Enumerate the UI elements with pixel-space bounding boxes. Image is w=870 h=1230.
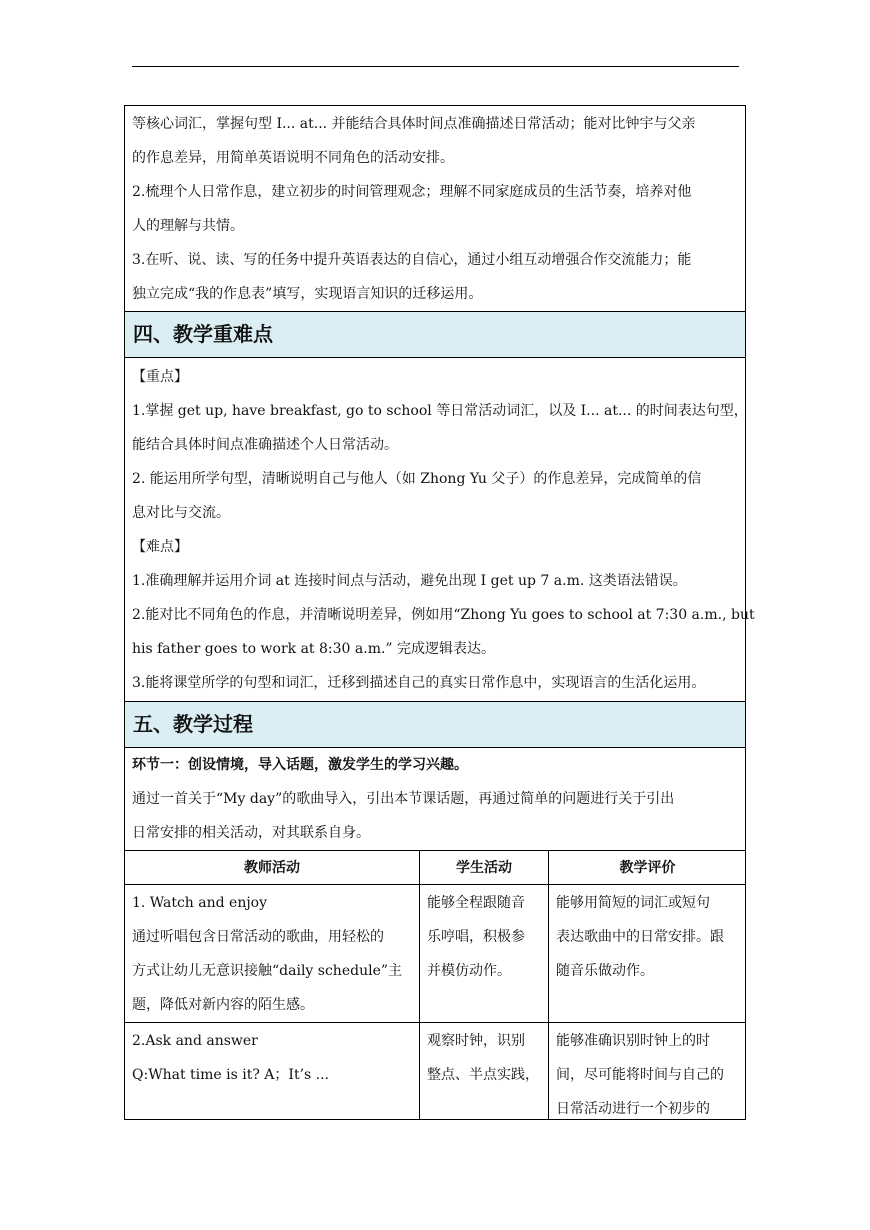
cell-line: 1. Watch and enjoy <box>132 895 268 911</box>
step1-text <box>132 748 740 850</box>
key-point-line: 1.掌握 get up, have breakfast, go to school 等日常活动词汇，以及 I... at... 的时间表达句型， <box>132 403 748 419</box>
difficult-point-line: 3.能将课堂所学的句型和词汇，迁移到描述自己的真实日常作息中，实现语言的生活化运用。 <box>132 675 706 691</box>
cell-line: 间，尽可能将时间与自己的 <box>556 1067 724 1083</box>
key-point-line: 息对比与交流。 <box>132 505 230 521</box>
table-header-teacher: 教师活动 <box>244 860 300 876</box>
header-rule <box>132 66 739 67</box>
key-point-line: 能结合具体时间点准确描述个人日常活动。 <box>132 437 398 453</box>
cell-line: 表达歌曲中的日常安排。跟 <box>556 929 724 945</box>
cell-line: 随音乐做动作。 <box>556 963 654 979</box>
objectives-line: 的作息差异，用简单英语说明不同角色的活动安排。 <box>132 150 454 166</box>
table-row-teacher-cell <box>132 1024 329 1092</box>
cell-line: 能够准确识别时钟上的时 <box>556 1033 710 1049</box>
objectives-line: 2.梳理个人日常作息，建立初步的时间管理观念；理解不同家庭成员的生活节奏，培养对他 <box>132 184 692 200</box>
table-header-evaluation: 教学评价 <box>619 860 676 876</box>
objectives-line: 人的理解与共情。 <box>132 218 244 234</box>
table-col-divider <box>548 850 549 1120</box>
cell-line: 题，降低对新内容的陌生感。 <box>132 997 314 1013</box>
difficult-point-line: 1.准确理解并运用介词 at 连接时间点与活动，避免出现 I get up 7 a.m. 这类语法错误。 <box>132 573 687 589</box>
step1-line: 日常安排的相关活动，对其联系自身。 <box>132 825 370 841</box>
cell-line: 乐哼唱，积极参 <box>427 929 525 945</box>
cell-line: 方式让幼儿无意识接触“daily schedule”主 <box>132 963 403 979</box>
step1-line: 通过一首关于“My day”的歌曲导入，引出本节课话题，再通过简单的问题进行关于引出 <box>132 791 675 807</box>
objectives-text <box>132 107 740 311</box>
cell-line: 能够用简短的词汇或短句 <box>556 895 710 911</box>
section5-heading: 五、教学过程 <box>133 712 253 736</box>
table-header-student: 学生活动 <box>456 860 512 876</box>
table-row-evaluation-cell <box>556 1024 724 1126</box>
objectives-line: 3.在听、说、读、写的任务中提升英语表达的自信心，通过小组互动增强合作交流能力；能 <box>132 252 692 268</box>
table-row-evaluation-cell <box>556 886 724 988</box>
difficult-point-line: his father goes to work at 8:30 a.m.” 完成逻辑表达。 <box>132 641 496 657</box>
objectives-line: 独立完成“我的作息表”填写，实现语言知识的迁移运用。 <box>132 286 483 302</box>
table-row-divider <box>124 1022 746 1023</box>
cell-line: Q:What time is it? A；It’s ... <box>132 1067 330 1083</box>
table-row-teacher-cell <box>132 886 402 1022</box>
section4-text <box>132 360 755 700</box>
difficult-point-line: 2.能对比不同角色的作息，并清晰说明差异，例如用“Zhong Yu goes to school at 7:30 a.m., but <box>132 607 755 623</box>
cell-line: 并模仿动作。 <box>427 963 511 979</box>
cell-line: 观察时钟，识别 <box>427 1033 525 1049</box>
cell-line: 通过听唱包含日常活动的歌曲，用轻松的 <box>132 929 384 945</box>
table-col-divider <box>419 850 420 1120</box>
key-points-label: 【重点】 <box>132 369 188 385</box>
section4-heading: 四、教学重难点 <box>133 322 273 346</box>
cell-line: 2.Ask and answer <box>132 1033 258 1049</box>
step1-title: 环节一：创设情境，导入话题，激发学生的学习兴趣。 <box>132 757 468 773</box>
cell-line: 日常活动进行一个初步的 <box>556 1101 710 1117</box>
difficult-points-label: 【难点】 <box>132 539 188 555</box>
objectives-line: 等核心词汇，掌握句型 I... at... 并能结合具体时间点准确描述日常活动；能对比钟宇与父亲 <box>132 116 696 132</box>
key-point-line: 2. 能运用所学句型，清晰说明自己与他人（如 Zhong Yu 父子）的作息差异，完成简单的信 <box>132 471 702 487</box>
cell-line: 整点、半点实践， <box>427 1067 539 1083</box>
cell-line: 能够全程跟随音 <box>427 895 525 911</box>
table-row-student-cell <box>427 886 525 988</box>
table-row-student-cell <box>427 1024 539 1092</box>
